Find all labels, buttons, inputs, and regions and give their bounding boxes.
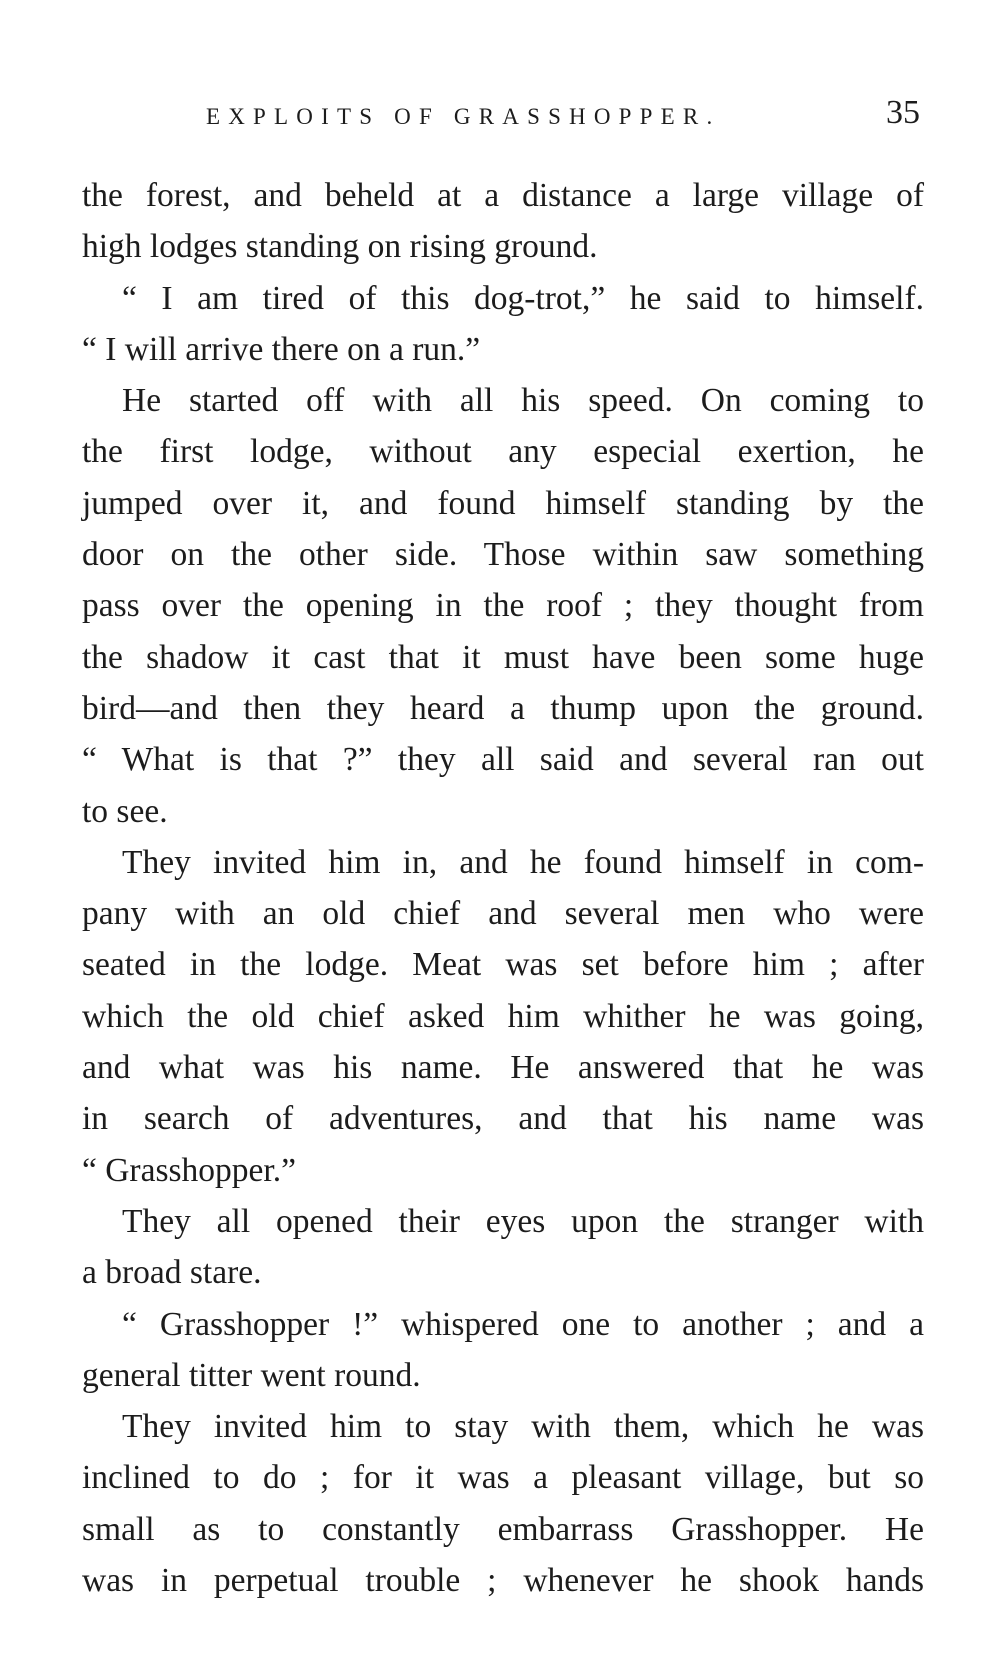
text-line: He started off with all his speed. On coming to [122, 382, 924, 420]
text-line: the forest, and beheld at a distance a large village of [82, 177, 924, 214]
text-line: general titter went round. [82, 1356, 421, 1394]
text-line: “ I am tired of this dog-trot,” he said to himself. [122, 279, 924, 317]
text-line: which the old chief asked him whither he was going, [82, 997, 924, 1035]
text-line: the shadow it cast that it must have been some huge [82, 638, 924, 676]
text-line: small as to constantly embarrass Grasshopper. He [82, 1510, 924, 1548]
text-line: jumped over it, and found himself standing by the [82, 484, 924, 522]
text-line: “ What is that ?” they all said and several ran out [82, 741, 924, 779]
body-text [82, 170, 924, 1606]
text-line: seated in the lodge. Meat was set before him ; after [82, 946, 924, 984]
text-line: “ Grasshopper.” [82, 1151, 296, 1189]
text-line: a broad stare. [82, 1254, 262, 1292]
running-title: EXPLOITS OF GRASSHOPPER. [206, 104, 721, 129]
page-number: 35 [886, 94, 920, 131]
text-line: They invited him in, and he found himself in com- [122, 843, 924, 881]
text-line: pass over the opening in the roof ; they thought from [82, 587, 924, 625]
text-line: and what was his name. He answered that he was [82, 1049, 924, 1087]
text-line: to see. [82, 792, 168, 830]
text-line: They all opened their eyes upon the stranger with [122, 1202, 924, 1240]
text-line: “ I will arrive there on a run.” [82, 330, 481, 368]
text-line: pany with an old chief and several men who were [82, 895, 924, 933]
running-head [80, 94, 920, 134]
text-line: the first lodge, without any especial exertion, he [82, 433, 924, 471]
text-line: They invited him to stay with them, which he was [122, 1408, 924, 1446]
text-line: in search of adventures, and that his name was [82, 1100, 924, 1138]
text-line: “ Grasshopper !” whispered one to another ; and a [122, 1305, 924, 1343]
text-line: door on the other side. Those within saw something [82, 536, 924, 574]
text-line: high lodges standing on rising ground. [82, 228, 598, 266]
text-line: bird—and then they heard a thump upon the ground. [82, 689, 924, 727]
text-line: was in perpetual trouble ; whenever he shook hands [82, 1562, 924, 1600]
text-line: inclined to do ; for it was a pleasant village, but so [82, 1459, 924, 1497]
